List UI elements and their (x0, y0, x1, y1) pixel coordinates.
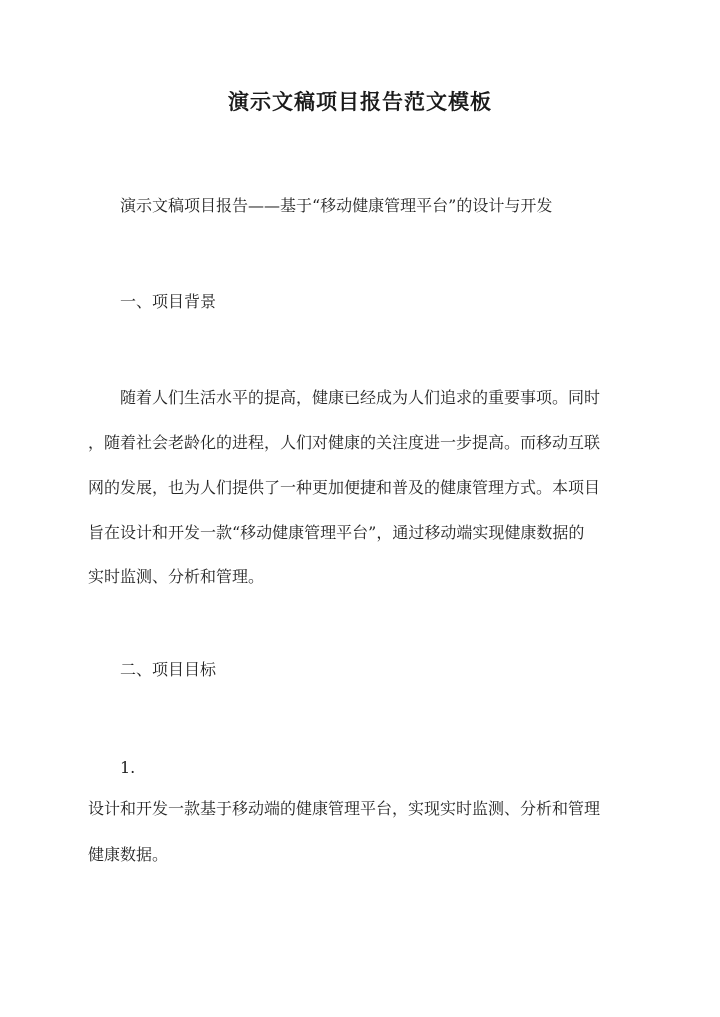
list-item-number: 1. (120, 758, 136, 777)
list-item-text-line: 健康数据。 (88, 845, 169, 864)
paragraph-line: 旨在设计和开发一款“移动健康管理平台”，通过移动端实现健康数据的 (88, 523, 585, 542)
paragraph-line: 实时监测、分析和管理。 (88, 567, 265, 586)
section-heading-goals: 二、项目目标 (120, 660, 217, 679)
paragraph-line: 随着人们生活水平的提高，健康已经成为人们追求的重要事项。同时 (120, 388, 601, 407)
paragraph-line: ，随着社会老龄化的进程，人们对健康的关注度进一步提高。而移动互联 (88, 433, 601, 452)
document-title: 演示文稿项目报告范文模板 (228, 89, 492, 114)
list-item-text-line: 设计和开发一款基于移动端的健康管理平台，实现实时监测、分析和管理 (88, 799, 601, 818)
report-subtitle: 演示文稿项目报告——基于“移动健康管理平台”的设计与开发 (120, 196, 553, 215)
paragraph-line: 网的发展，也为人们提供了一种更加便捷和普及的健康管理方式。本项目 (88, 478, 601, 497)
section-heading-background: 一、项目背景 (120, 292, 217, 311)
